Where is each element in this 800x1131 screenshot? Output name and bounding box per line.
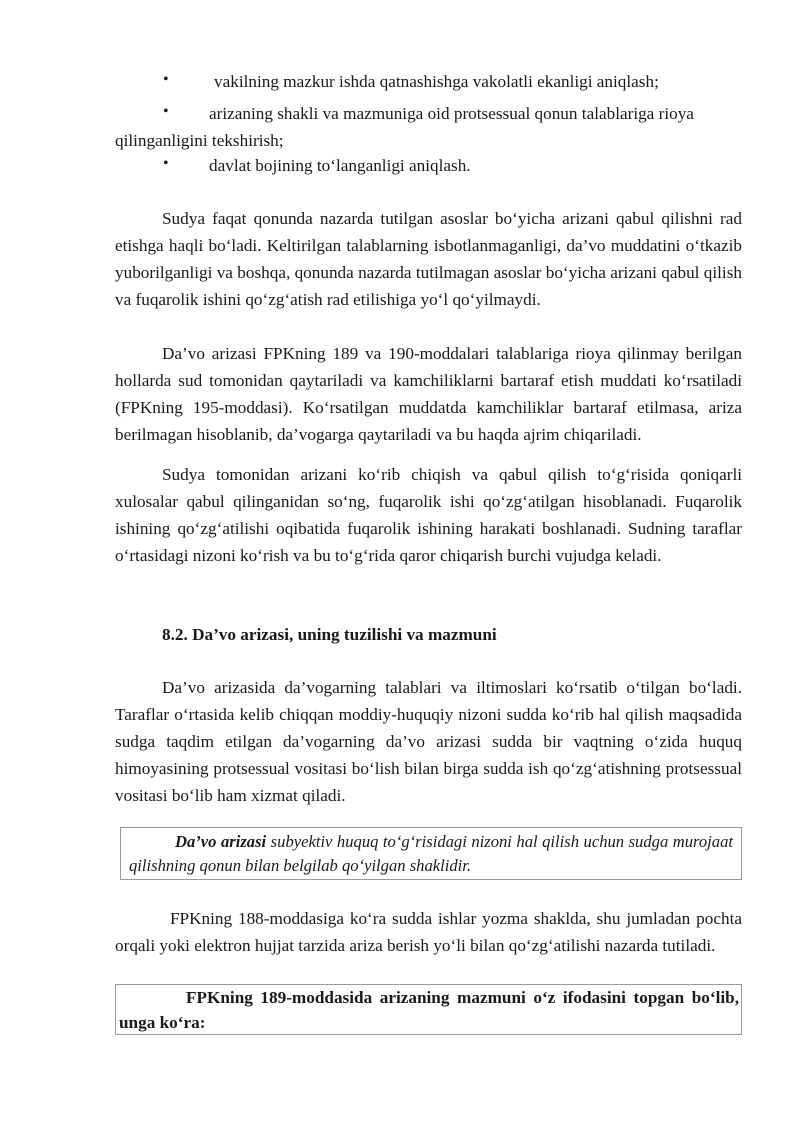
paragraph-claim-content: Da’vo arizasida da’vogarning talablari va iltimoslari koʻrsatib oʻtilgan boʻladi. Taraflar oʻrtasida kelib chiqqan moddiy-huquqiy nizoni sudda koʻrib hal qilish maqsadida sudga taqdim etilgan da’vogarning da’vo arizasi sudda bir vaqtning oʻzida huquq himoyasining protsessual vositasi boʻlish bilan birga sudda ish qoʻzgʻatishning protsessual vositasi boʻlib ham xizmat qiladi. xyxy=(115,678,742,805)
bullet-dot: • xyxy=(163,71,169,88)
definition-box xyxy=(120,827,742,880)
paragraph-article-188: FPKning 188-moddasiga koʻra sudda ishlar yozma shaklda, shu jumladan pochta orqali yoki elektron hujjat tarzida ariza berish yoʻli bilan qoʻzgʻatilishi nazarda tutiladi. xyxy=(115,909,742,955)
paragraph-rejection-grounds: Sudya faqat qonunda nazarda tutilgan asoslar boʻyicha arizani qabul qilishni rad etishga haqli boʻladi. Keltirilgan talablarning isbotlanmaganligi, da’vo muddatini oʻtkazib yuborilganligi va boshqa, qonunda nazarda tutilmagan asoslar boʻyicha arizani qabul qilish va fuqarolik ishini qoʻzgʻatish rad etilishiga yoʻl qoʻyilmaydi. xyxy=(115,209,742,309)
article-189-box: FPKning 189-moddasida arizaning mazmuni oʻz ifodasini topgan boʻlib, unga koʻra: xyxy=(115,984,742,1035)
definition-text: subyektiv huquq toʻgʻrisidagi nizoni hal qilish uchun sudga murojaat qilishning qonun bilan belgilab qoʻyilgan shaklidir. xyxy=(129,832,733,875)
definition-term: Da’vo arizasi xyxy=(175,832,267,851)
bullet-item-2-continuation: qilinganligini tekshirish; xyxy=(115,131,284,150)
bullet-item-1: vakilning mazkur ishda qatnashishga vakolatli ekanligi aniqlash; xyxy=(214,72,659,91)
section-heading: 8.2. Da’vo arizasi, uning tuzilishi va mazmuni xyxy=(162,625,497,644)
bullet-dot: • xyxy=(163,155,169,172)
bullet-item-3: davlat bojining toʻlanganligi aniqlash. xyxy=(209,156,471,175)
bullet-dot: • xyxy=(163,103,169,120)
paragraph-case-initiation: Sudya tomonidan arizani koʻrib chiqish va qabul qilish toʻgʻrisida qoniqarli xulosalar qabul qilinganidan soʻng, fuqarolik ishi qoʻzgʻatilgan hisoblanadi. Fuqarolik ishining qoʻzgʻatilishi oqibatida fuqarolik ishining harakati boshlanadi. Sudning taraflar oʻrtasidagi nizoni koʻrish va bu toʻgʻrida qaror chiqarish burchi vujudga keladi. xyxy=(115,465,742,565)
paragraph-return-of-claim: Da’vo arizasi FPKning 189 va 190-moddalari talablariga rioya qilinmay berilgan hollarda sud tomonidan qaytariladi va kamchiliklarni bartaraf etish muddati koʻrsatiladi (FPKning 195-moddasi). Koʻrsatilgan muddatda kamchiliklar bartaraf etilmasa, ariza berilmagan hisoblanib, da’vogarga qaytariladi va bu haqda ajrim chiqariladi. xyxy=(115,344,742,444)
bullet-item-2: arizaning shakli va mazmuniga oid protsessual qonun talablariga rioya xyxy=(209,104,694,123)
